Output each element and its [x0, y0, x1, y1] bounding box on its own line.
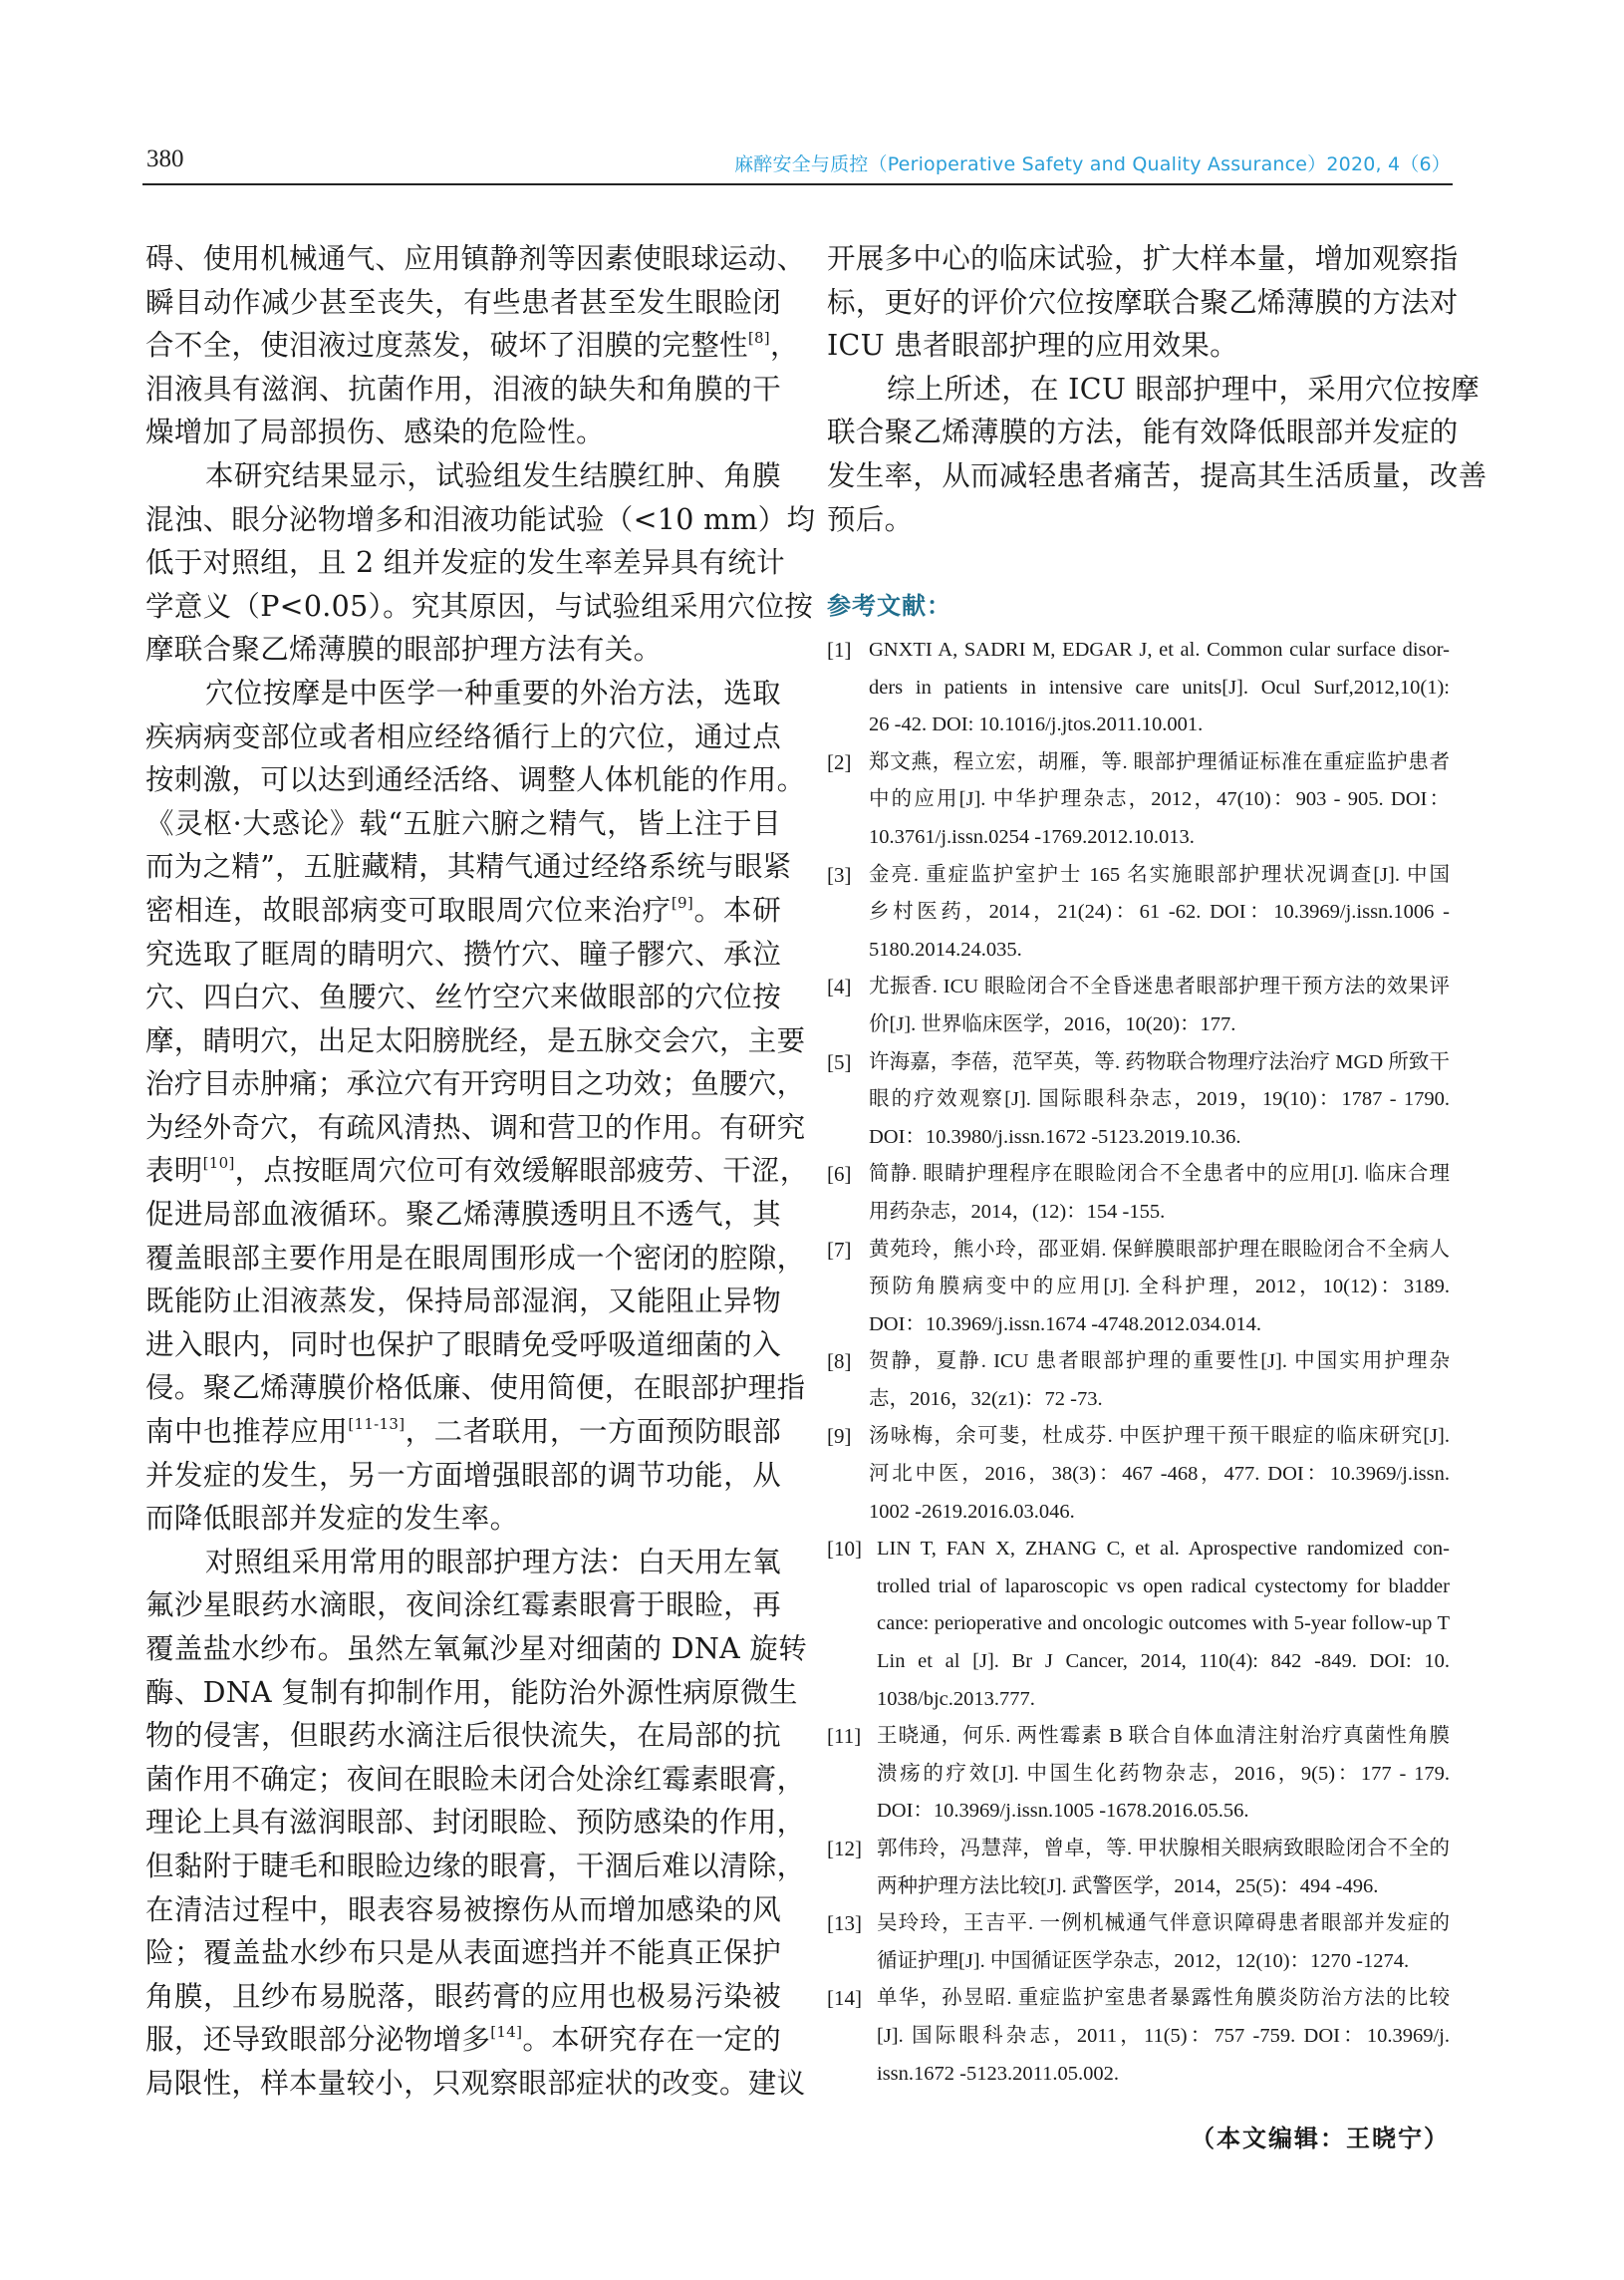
reference-line: 汤咏梅，余可斐，杜成芬. 中医护理干预干眼症的临床研究[J]. [869, 1425, 1450, 1448]
reference-item [827, 744, 1450, 857]
text-run: 南中也推荐应用 [145, 1415, 349, 1449]
reference-line: ders in patients in intensive care units[J]. Ocul Surf,2012,10(1): [869, 676, 1450, 699]
text-line: 理论上具有滋润眼部、封闭眼睑、预防感染的作用， [145, 1806, 806, 1840]
reference-line: 1002 -2619.2016.03.046. [869, 1500, 1075, 1523]
reference-item [827, 1044, 1450, 1157]
text-line: 对照组采用常用的眼部护理方法：白天用左氧 [205, 1545, 781, 1578]
text-line: 疾病病变部位或者相应经络循行上的穴位，通过点 [145, 719, 781, 753]
reference-line: 循证护理[J]. 中国循证医学杂志，2012，12(10)：1270 -1274. [877, 1949, 1410, 1972]
page-number: 380 [146, 145, 184, 172]
text-line: 穴、四白穴、鱼腰穴、丝竹空穴来做眼部的穴位按 [145, 981, 781, 1014]
text-line: 既能防止泪液蒸发，保持局部湿润，又能阻止异物 [145, 1284, 781, 1318]
text-line: 而为之精”，五脏藏精，其精气通过经络系统与眼紧 [145, 850, 792, 884]
reference-line: LIN T, FAN X, ZHANG C, et al. Aprospective randomized con- [877, 1538, 1450, 1561]
text-line: 标，更好的评价穴位按摩联合聚乙烯薄膜的方法对 [827, 285, 1459, 319]
text-line: 碍、使用机械通气、应用镇静剂等因素使眼球运动、 [145, 242, 806, 275]
reference-item [827, 1232, 1450, 1344]
text-line [145, 889, 781, 933]
reference-line: 眼的疗效观察[J]. 国际眼科杂志，2019，19(10)：1787 - 1790. [869, 1088, 1450, 1111]
reference-item [827, 1718, 1450, 1831]
reference-number: [9] [827, 1424, 852, 1449]
reference-line: 郑文燕，程立宏，胡雁，等. 眼部护理循证标准在重症监护患者 [869, 750, 1450, 773]
reference-number: [3] [827, 862, 852, 887]
reference-line: 金亮. 重症监护室护士 165 名实施眼部护理状况调查[J]. 中国 [869, 863, 1450, 886]
reference-number: [6] [827, 1162, 852, 1187]
reference-line: 5180.2014.24.035. [869, 938, 1022, 961]
text-run: 表明 [145, 1154, 203, 1188]
text-line: 物的侵害，但眼药水滴注后很快流失，在局部的抗 [145, 1719, 781, 1753]
text-line: 穴位按摩是中医学一种重要的外治方法，选取 [205, 676, 781, 710]
reference-line: 黄苑玲，熊小玲，邵亚娟. 保鲜膜眼部护理在眼睑闭合不全病人 [869, 1238, 1450, 1261]
text-line: 混浊、眼分泌物增多和泪液功能试验（<10 mm）均 [145, 502, 816, 536]
text-line: 开展多中心的临床试验，扩大样本量，增加观察指 [827, 242, 1459, 275]
text-line [145, 324, 799, 368]
paragraph [145, 237, 806, 454]
reference-item [827, 1343, 1450, 1418]
text-line: 菌作用不确定；夜间在眼睑未闭合处涂红霉素眼膏， [145, 1762, 806, 1796]
reference-number: [11] [827, 1724, 862, 1749]
reference-line: 尤振香. ICU 眼睑闭合不全昏迷患者眼部护理干预方法的效果评 [869, 976, 1450, 998]
text-line: 覆盖眼部主要作用是在眼周围形成一个密闭的腔隙， [145, 1241, 806, 1275]
text-run: ，点按眶周穴位可有效缓解眼部疲劳、干涩， [234, 1154, 809, 1188]
reference-line: 预防角膜病变中的应用[J]. 全科护理，2012，10(12)：3189. [869, 1276, 1450, 1298]
text-run: 服，还导致眼部分泌物增多 [145, 2023, 491, 2057]
text-line: 为经外奇穴，有疏风清热、调和营卫的作用。有研究 [145, 1110, 806, 1144]
reference-item [827, 632, 1450, 744]
reference-number: [13] [827, 1911, 862, 1936]
text-line: 覆盖盐水纱布。虽然左氧氟沙星对细菌的 DNA 旋转 [145, 1632, 807, 1665]
reference-number: [2] [827, 749, 852, 774]
reference-line: trolled trial of laparoscopic vs open radical cystectomy for bladder [877, 1574, 1450, 1597]
citation-marker[interactable]: [8] [747, 329, 770, 348]
reference-line: 吴玲玲，王吉平. 一例机械通气伴意识障碍患者眼部并发症的 [877, 1912, 1450, 1935]
text-line: 摩联合聚乙烯薄膜的眼部护理方法有关。 [145, 633, 663, 667]
paragraph [827, 368, 1488, 541]
text-line: ICU 患者眼部护理的应用效果。 [827, 329, 1238, 363]
text-line: 学意义（P<0.05）。究其原因，与试验组采用穴位按 [145, 589, 814, 623]
text-line: 在清洁过程中，眼表容易被擦伤从而增加感染的风 [145, 1892, 781, 1926]
text-line: 综上所述，在 ICU 眼部护理中，采用穴位按摩 [887, 372, 1481, 406]
text-line: 摩，睛明穴，出足太阳膀胱经，是五脉交会穴，主要 [145, 1023, 806, 1057]
reference-item [827, 969, 1450, 1043]
reference-line: 贺静，夏静. ICU 患者眼部护理的重要性[J]. 中国实用护理杂 [869, 1350, 1450, 1373]
reference-number: [5] [827, 1049, 852, 1074]
text-line: 瞬目动作减少甚至丧失，有些患者甚至发生眼睑闭 [145, 285, 781, 319]
reference-line: DOI：10.3969/j.issn.1005 -1678.2016.05.56. [877, 1800, 1249, 1823]
references-heading: 参考文献： [827, 592, 951, 620]
reference-item [827, 1831, 1450, 1905]
reference-number: [4] [827, 975, 852, 999]
text-run: 密相连，故眼部病变可取眼周穴位来治疗 [145, 893, 672, 927]
citation-marker[interactable]: [9] [671, 893, 694, 912]
text-line [145, 1149, 809, 1193]
text-run: 合不全，使泪液过度蒸发，破坏了泪膜的完整性 [145, 329, 748, 363]
text-line: 并发症的发生，另一方面增强眼部的调节功能，从 [145, 1458, 781, 1492]
text-line: 促进局部血液循环。聚乙烯薄膜透明且不透气，其 [145, 1198, 781, 1232]
text-line: 角膜，且纱布易脱落，眼药膏的应用也极易污染被 [145, 1979, 781, 2013]
reference-line: 中的应用[J]. 中华护理杂志，2012，47(10)：903 - 905. DOI： [869, 788, 1450, 811]
citation-marker[interactable]: [11-13] [348, 1415, 406, 1434]
citation-marker[interactable]: [10] [202, 1154, 235, 1173]
reference-line: GNXTI A, SADRI M, EDGAR J, et al. Common cular surface disor- [869, 639, 1450, 661]
reference-item [827, 1905, 1450, 1980]
reference-line: 简静. 眼睛护理程序在眼睑闭合不全患者中的应用[J]. 临床合理 [869, 1163, 1450, 1186]
reference-item [827, 857, 1450, 970]
paragraph [145, 1541, 807, 2106]
text-line [145, 1410, 781, 1454]
text-line: 低于对照组，且 2 组并发症的发生率差异具有统计 [145, 546, 785, 580]
reference-line: DOI：10.3969/j.issn.1674 -4748.2012.034.014. [869, 1312, 1262, 1335]
reference-line: 溃疡的疗效[J]. 中国生化药物杂志，2016，9(5)：177 - 179. [877, 1762, 1450, 1785]
reference-line: 郭伟玲，冯慧萍，曾卓，等. 甲状腺相关眼病致眼睑闭合不全的 [877, 1838, 1450, 1859]
reference-line: 王晓通，何乐. 两性霉素 B 联合自体血清注射治疗真菌性角膜 [877, 1725, 1450, 1748]
left-column [145, 237, 816, 2106]
text-line: 发生率，从而减轻患者痛苦，提高其生活质量，改善 [827, 458, 1488, 492]
reference-item [827, 1156, 1450, 1231]
text-line: 险；覆盖盐水纱布只是从表面遮挡并不能真正保护 [145, 1936, 781, 1970]
text-run: 。本研 [693, 893, 781, 927]
text-line: 治疗目赤肿痛；承泣穴有开窍明目之功效；鱼腰穴， [145, 1067, 806, 1101]
text-line: 而降低眼部并发症的发生率。 [145, 1502, 519, 1536]
reference-line: 10.3761/j.issn.0254 -1769.2012.10.013. [869, 825, 1195, 848]
text-run: ，二者联用，一方面预防眼部 [405, 1415, 782, 1449]
text-line: 侵。聚乙烯薄膜价格低廉、使用简便，在眼部护理指 [145, 1371, 806, 1405]
reference-line: 河北中医，2016，38(3)：467 -468，477. DOI：10.3969/j.issn. [869, 1463, 1450, 1486]
reference-line: issn.1672 -5123.2011.05.002. [877, 2062, 1119, 2085]
reference-line: 单华，孙昱昭. 重症监护室患者暴露性角膜炎防治方法的比较 [877, 1987, 1450, 2010]
text-line: 预后。 [827, 502, 914, 536]
text-line [145, 2018, 781, 2062]
reference-number: [14] [827, 1986, 862, 2011]
text-run: 。本研究存在一定的 [522, 2023, 781, 2057]
reference-item [827, 1980, 1450, 2093]
reference-line: 两种护理方法比较[J]. 武警医学，2014，25(5)：494 -496. [877, 1874, 1379, 1897]
text-line: 燥增加了局部损伤、感染的危险性。 [145, 416, 605, 449]
reference-list [827, 632, 1450, 2093]
text-line: 本研究结果显示，试验组发生结膜红肿、角膜 [205, 458, 781, 492]
reference-line: 乡村医药，2014，21(24)：61 -62. DOI：10.3969/j.issn.1006 - [869, 901, 1450, 924]
text-run: ， [769, 329, 799, 363]
reference-line: 许海嘉，李蓓，范罕英，等. 药物联合物理疗法治疗 MGD 所致干 [869, 1050, 1450, 1073]
editor-note: （本文编辑：王晓宁） [1191, 2124, 1450, 2152]
paragraph [145, 454, 816, 672]
reference-line: 用药杂志，2014，(12)：154 -155. [869, 1200, 1166, 1223]
reference-line: cance: perioperative and oncologic outcomes with 5-year follow-up T [877, 1612, 1450, 1635]
text-line: 联合聚乙烯薄膜的方法，能有效降低眼部并发症的 [827, 416, 1459, 449]
text-line: 但黏附于睫毛和眼睑边缘的眼膏，干涸后难以清除， [145, 1849, 806, 1882]
reference-item [827, 1418, 1450, 1531]
reference-number: [1] [827, 638, 852, 662]
reference-number: [8] [827, 1349, 852, 1374]
text-line: 泪液具有滋润、抗菌作用，泪液的缺失和角膜的干 [145, 372, 781, 406]
paragraph [145, 672, 809, 1541]
reference-line: 价[J]. 世界临床医学，2016，10(20)：177. [869, 1012, 1236, 1035]
reference-number: [10] [827, 1537, 862, 1562]
text-line: 按刺激，可以达到通经活络、调整人体机能的作用。 [145, 763, 806, 797]
reference-line: [J]. 国际眼科杂志，2011，11(5)：757 -759. DOI：10.3969/j. [877, 2024, 1450, 2047]
citation-marker[interactable]: [14] [490, 2023, 523, 2042]
text-line: 究选取了眶周的睛明穴、攒竹穴、瞳子髎穴、承泣 [145, 937, 781, 971]
paragraph [827, 237, 1459, 368]
text-line: 酶、DNA 复制有抑制作用，能防治外源性病原微生 [145, 1675, 798, 1709]
journal-title: 麻醉安全与质控（Perioperative Safety and Quality Assurance）2020, 4（6） [734, 153, 1451, 175]
reference-line: DOI：10.3980/j.issn.1672 -5123.2019.10.36. [869, 1125, 1241, 1148]
running-header [142, 142, 1453, 185]
reference-line: Lin et al [J]. Br J Cancer, 2014, 110(4): 842 -849. DOI: 10. [877, 1650, 1450, 1673]
reference-item [827, 1531, 1450, 1718]
reference-number: [12] [827, 1837, 862, 1860]
text-line: 局限性，样本量较小，只观察眼部症状的改变。建议 [145, 2066, 806, 2100]
text-line: 《灵枢·大惑论》载“五脏六腑之精气，皆上注于目 [145, 806, 781, 840]
reference-line: 志，2016，32(z1)：72 -73. [869, 1387, 1103, 1410]
text-line: 氟沙星眼药水滴眼，夜间涂红霉素眼膏于眼睑，再 [145, 1588, 781, 1622]
reference-line: 26 -42. DOI: 10.1016/j.jtos.2011.10.001. [869, 713, 1204, 736]
right-column [827, 237, 1488, 541]
text-line: 进入眼内，同时也保护了眼睛免受呼吸道细菌的入 [145, 1327, 781, 1361]
reference-number: [7] [827, 1237, 852, 1262]
reference-line: 1038/bjc.2013.777. [877, 1687, 1035, 1710]
